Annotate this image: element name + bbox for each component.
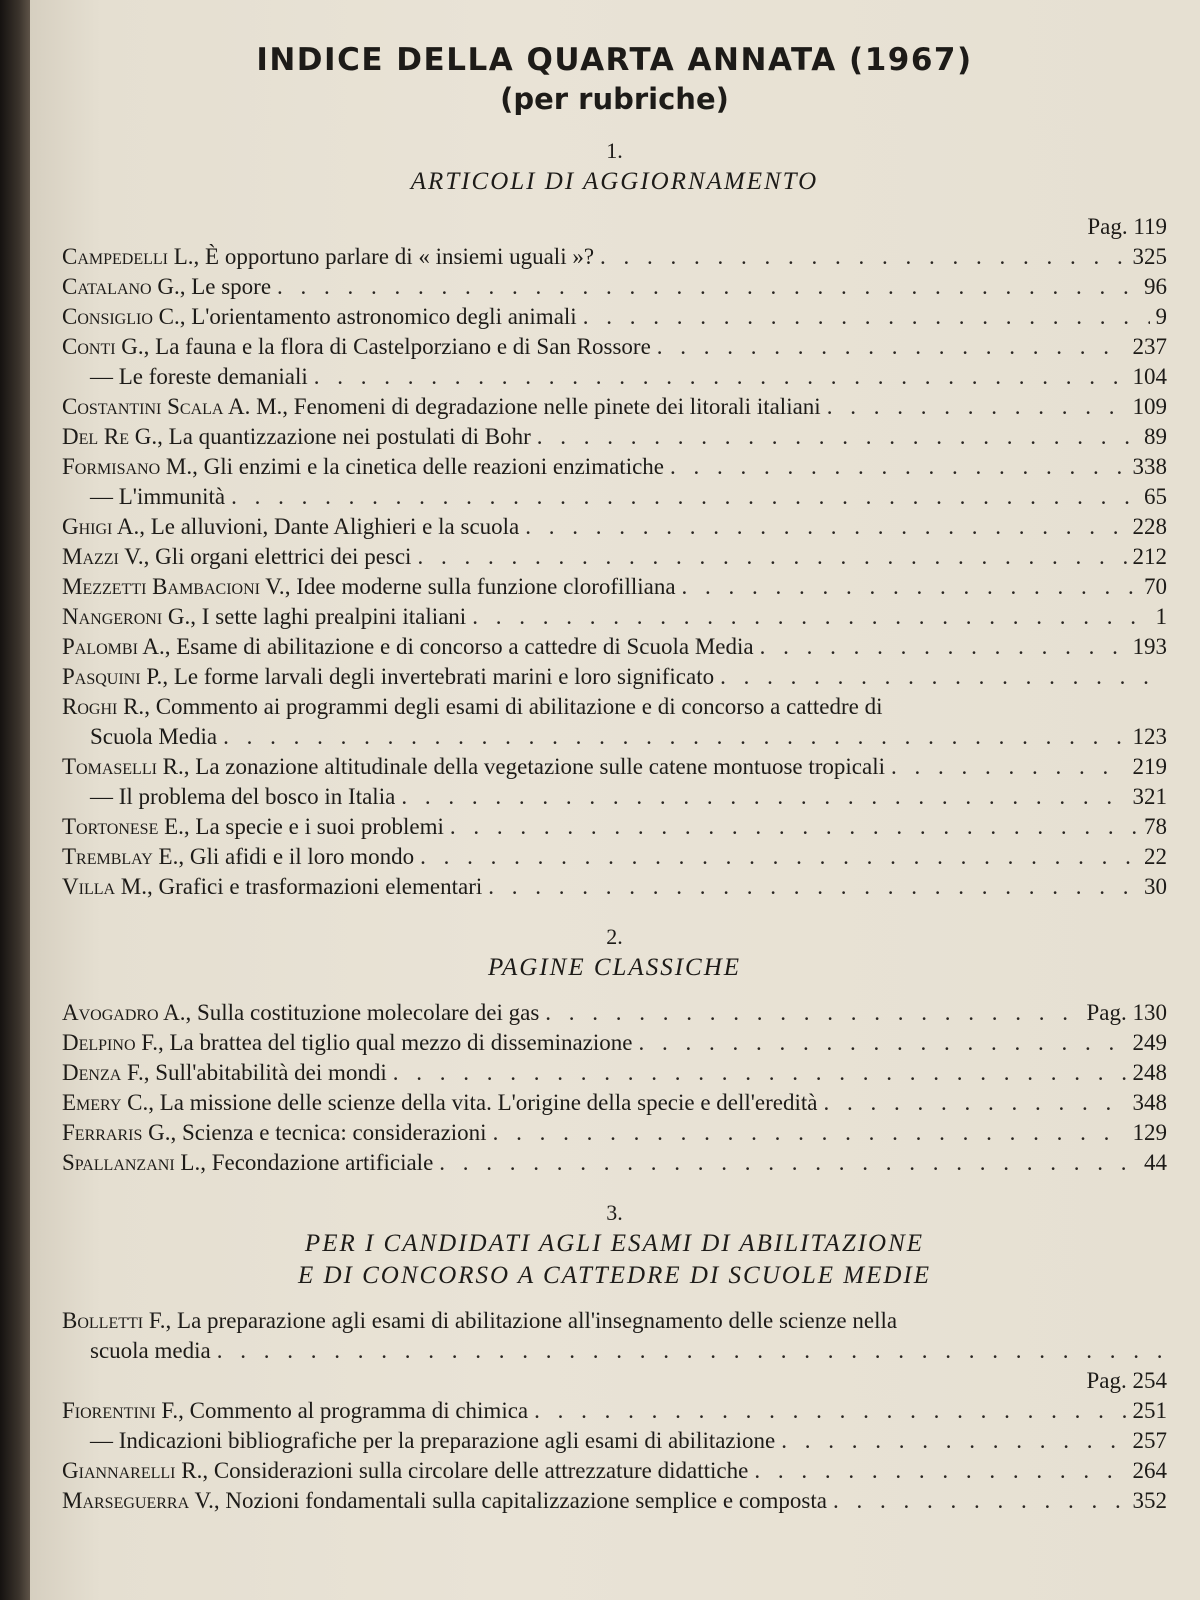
leader-dots [472,602,1149,632]
page-number: 130 [1132,1000,1167,1025]
entry-title: , La quantizzazione nei postulati di Bohr [157,424,531,449]
entry-author: Villa M. [62,874,147,899]
page-prefix: Pag. [1087,214,1134,239]
leader-dots [488,872,1138,902]
index-entry [62,1028,1167,1058]
book-binding [0,0,34,1600]
entry-author: Tremblay E. [62,844,179,869]
index-entry [62,1118,1167,1148]
index-entry [62,692,1167,722]
entry-title: , Sulla costituzione molecolare dei gas [185,1000,540,1025]
leader-dots [420,842,1138,872]
section-number: 2. [606,924,623,949]
entry-title: , È opportuno parlare di « insiemi uguali »? [193,244,595,269]
leader-dots [223,722,1126,752]
leader-dots [525,512,1126,542]
index-entry [62,422,1167,452]
page-number: 338 [1132,454,1167,479]
index-entry [62,1148,1167,1178]
entry-author: Conti G. [62,334,144,359]
index-entry [62,332,1167,362]
index-entry [62,1306,1167,1336]
index-entry [62,1088,1167,1118]
index-entry [62,752,1167,782]
index-entry [62,392,1167,422]
index-entry [62,812,1167,842]
index-entry [62,602,1167,632]
entry-title: , Grafici e trasformazioni elementari [147,874,483,899]
section-heading-line: PAGINE CLASSICHE [487,954,742,981]
entry-author: Palombi A. [62,634,165,659]
entry-title: , Fecondazione artificiale [200,1150,434,1175]
entry-title: , Le spore [179,274,272,299]
leader-dots [439,1148,1138,1178]
leader-dots [720,662,1161,692]
entry-author: Giannarelli R. [62,1458,203,1483]
entry-author: Ferraris G. [62,1120,171,1145]
entry-title: , Le alluvioni, Dante Alighieri e la scuola [139,514,520,539]
leader-dots [891,752,1127,782]
entry-author: Avogadro A. [62,1000,186,1025]
entry-title: , Gli afidi e il loro mondo [178,844,415,869]
page-reference [62,212,1167,242]
entry-title: — L'immunità [90,484,226,509]
entry-author: Denza F. [62,1060,144,1085]
page-subtitle: (per rubriche) [500,82,729,116]
entry-title: , Considerazioni sulla circolare delle attrezzature didattiche [202,1458,749,1483]
index-entry [62,662,1167,692]
page-number: 109 [1132,394,1167,419]
section-heading [62,1228,1167,1292]
leader-dots [682,572,1138,602]
leader-dots [545,998,1080,1028]
index-entry [62,242,1167,272]
page-number: 89 [1144,424,1167,449]
leader-dots [754,1456,1126,1486]
page-number: 1 [1155,604,1167,629]
leader-dots [217,1336,1161,1366]
page-number: 96 [1144,274,1167,299]
section-heading-line: E DI CONCORSO A CATTEDRE DI SCUOLE MEDIE [297,1262,931,1289]
entry-title: — Il problema del bosco in Italia [90,784,396,809]
index-entry [62,1058,1167,1088]
page-number: 104 [1132,364,1167,389]
page-number: 212 [1132,544,1167,569]
entry-title: , Le forme larvali degli invertebrati marini e loro significato [162,664,715,689]
page-number: 30 [1144,874,1167,899]
entry-title: , La zonazione altitudinale della vegetazione sulle catene montuose tropicali [183,754,885,779]
entry-title: , Scienza e tecnica: considerazioni [170,1120,487,1145]
leader-dots [314,362,1127,392]
entry-author: Roghi R. [62,694,145,719]
leader-dots [657,332,1127,362]
leader-dots [583,302,1150,332]
entry-title: , La fauna e la flora di Castelporziano e di San Rossore [143,334,651,359]
leader-dots [534,1396,1126,1426]
index-entry [62,452,1167,482]
page-number: 248 [1132,1060,1167,1085]
entry-author: Tortonese E. [62,814,184,839]
page-number: 123 [1132,724,1167,749]
index-entry [62,272,1167,302]
index-content [62,42,1167,1516]
entry-title: , Idee moderne sulla funzione clorofilliana [284,574,676,599]
index-entry [62,782,1167,812]
entry-title: , Fenomeni di degradazione nelle pinete dei litorali italiani [282,394,821,419]
index-entry [62,542,1167,572]
leader-dots [417,542,1126,572]
entry-title: , Esame di abilitazione e di concorso a cattedre di Scuola Media [164,634,754,659]
entry-author: Campedelli L. [62,244,194,269]
page-number: 325 [1132,244,1167,269]
leader-dots [393,1058,1127,1088]
leader-dots [670,452,1127,482]
entry-title: , La preparazione agli esami di abilitazione all'insegnamento delle scienze nella [165,1308,898,1333]
entry-author: Mezzetti Bambacioni V. [62,574,285,599]
entry-author: Mazzi V. [62,544,144,569]
entry-author: Emery C. [62,1090,149,1115]
section-number: 1. [606,138,623,163]
page-number: 219 [1132,754,1167,779]
index-entry [62,1456,1167,1486]
index-section [62,1200,1167,1516]
page-number: 251 [1132,1398,1167,1423]
page-number: 193 [1132,634,1167,659]
page-number: 352 [1132,1488,1167,1513]
entry-author: Consiglio C. [62,304,180,329]
entry-author: Formisano M. [62,454,193,479]
entry-title-continuation: scuola media [90,1338,211,1363]
page-number: 257 [1132,1428,1167,1453]
page-number: 228 [1132,514,1167,539]
entry-author: Spallanzani L. [62,1150,201,1175]
entry-title: , Nozioni fondamentali sulla capitalizzazione semplice e composta [213,1488,827,1513]
leader-dots [277,272,1138,302]
section-heading [62,952,1167,984]
entry-title: , La brattea del tiglio qual mezzo di disseminazione [157,1030,633,1055]
leader-dots [600,242,1126,272]
section-heading-line: PER I CANDIDATI AGLI ESAMI DI ABILITAZIONE [304,1230,925,1257]
leader-dots [401,782,1126,812]
entry-title: , I sette laghi prealpini italiani [190,604,467,629]
section-heading-line: ARTICOLI DI AGGIORNAMENTO [410,168,819,195]
page-number: 119 [1133,214,1167,239]
entry-title: , Commento ai programmi degli esami di abilitazione e di concorso a cattedre di [144,694,883,719]
leader-dots [450,812,1138,842]
index-entry [62,572,1167,602]
index-section [62,138,1167,902]
leader-dots [231,482,1138,512]
leader-dots [639,1028,1127,1058]
entry-title: , Commento al programma di chimica [178,1398,529,1423]
page-title: INDICE DELLA QUARTA ANNATA (1967) [256,42,973,78]
index-entry [62,872,1167,902]
section-heading [62,166,1167,198]
leader-dots [537,422,1138,452]
index-entry-continuation [62,1336,1167,1366]
entry-author: Costantini Scala A. M. [62,394,283,419]
entry-author: Catalano G. [62,274,180,299]
page-number: 9 [1155,304,1167,329]
entry-author: Fiorentini F. [62,1398,179,1423]
entry-author: Delpino F. [62,1030,158,1055]
page-prefix: Pag. [1086,1000,1133,1025]
book-page [30,0,1200,1600]
entry-title: , Gli enzimi e la cinetica delle reazioni enzimatiche [192,454,664,479]
entry-title: , L'orientamento astronomico degli animali [179,304,577,329]
index-sections [62,138,1167,1516]
index-entry [62,1486,1167,1516]
entry-author: Tomaselli R. [62,754,184,779]
index-entry [62,1396,1167,1426]
page-number: 65 [1144,484,1167,509]
leader-dots [493,1118,1127,1148]
entry-title: , Sull'abitabilità dei mondi [143,1060,387,1085]
index-entry [62,632,1167,662]
page-number: 22 [1144,844,1167,869]
entry-title: — Indicazioni bibliografiche per la preparazione agli esami di abilitazione [90,1428,776,1453]
entry-author: Marseguerra V. [62,1488,214,1513]
page-number: 249 [1132,1030,1167,1055]
entry-title: , La missione delle scienze della vita. L'origine della specie e dell'eredità [148,1090,818,1115]
page-number: 44 [1144,1150,1167,1175]
page-reference [62,1366,1167,1396]
entry-title: , Gli organi elettrici dei pesci [143,544,412,569]
entry-author: Pasquini P. [62,664,163,689]
page-number: 78 [1144,814,1167,839]
index-section [62,924,1167,1178]
index-entry [62,512,1167,542]
page-number: 348 [1132,1090,1167,1115]
index-entry-continuation [62,722,1167,752]
entry-author: Del Re G. [62,424,158,449]
entry-author: Bolletti F. [62,1308,166,1333]
section-number: 3. [606,1200,623,1225]
index-entry [62,1426,1167,1456]
page-number: 254 [1132,1368,1167,1393]
index-entry [62,362,1167,392]
page-number: 129 [1132,1120,1167,1145]
entry-title: — Le foreste demaniali [90,364,308,389]
page-prefix: Pag. [1086,1368,1133,1393]
page-number: 70 [1144,574,1167,599]
entry-author: Ghigi A. [62,514,140,539]
leader-dots [827,392,1127,422]
index-entry [62,482,1167,512]
index-entry [62,842,1167,872]
entry-title-continuation: Scuola Media [90,724,218,749]
leader-dots [781,1426,1126,1456]
entry-author: Nangeroni G. [62,604,191,629]
entry-title: , La specie e i suoi problemi [183,814,444,839]
leader-dots [760,632,1127,662]
page-number: 237 [1132,334,1167,359]
leader-dots [833,1486,1127,1516]
index-entry [62,302,1167,332]
page-number: 321 [1132,784,1167,809]
index-entry [62,998,1167,1028]
leader-dots [824,1088,1127,1118]
page-number: 264 [1132,1458,1167,1483]
